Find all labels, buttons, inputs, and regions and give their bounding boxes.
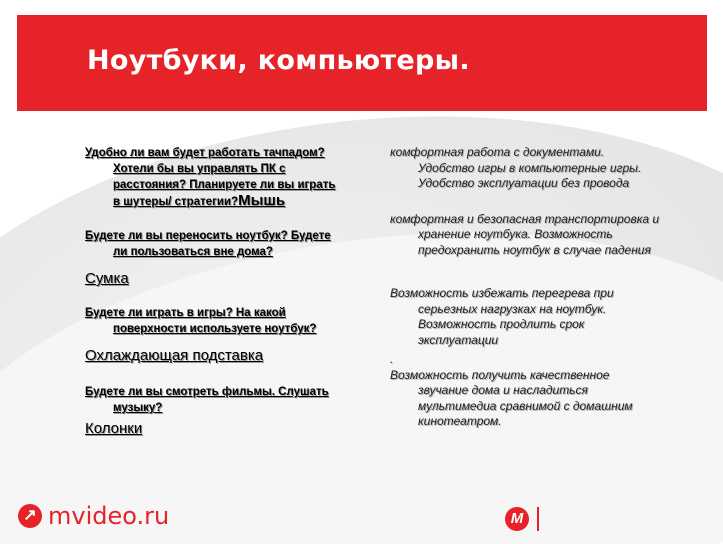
question-cooling: Будете ли играть в игры? На какой поверхности используете ноутбук?: [85, 307, 317, 335]
arrow-up-right-icon: ↗: [18, 504, 42, 528]
benefit-mouse: комфортная работа с документами. Удобство игры в компьютерные игры. Удобство эксплуатации без провода: [390, 145, 642, 190]
m-logo: [505, 507, 545, 531]
benefit-speakers: Возможность получить качественное звучание дома и насладиться мультимедиа сравнимой с домашним кинотеатром.: [390, 367, 633, 428]
logo-divider: [537, 507, 539, 531]
questions-column: [85, 145, 345, 437]
page-title: Ноутбуки, компьютеры.: [87, 45, 470, 76]
answer-bag: Сумка: [85, 270, 129, 287]
benefit-bag: комфортная и безопасная транспортировка и хранение ноутбука. Возможность предохранить ноутбук в случае падения: [390, 211, 660, 257]
title-banner: [17, 15, 707, 111]
question-bag: Будете ли вы переносить ноутбук? Будете ли пользоваться вне дома?: [85, 230, 331, 258]
answer-mouse: Мышь: [238, 192, 286, 209]
benefit-cooling: Возможность избежать перегрева при серьезных нагрузках на ноутбук. Возможность продлить срок эксплуатации: [390, 286, 614, 347]
m-letter-icon: М: [505, 507, 529, 531]
mvideo-logo: [18, 500, 178, 532]
separator-dot: .: [390, 352, 394, 366]
question-mouse: [85, 145, 345, 210]
logo-text: mvideo.ru: [48, 502, 170, 530]
benefits-column: [390, 145, 660, 430]
question-text: Удобно ли вам будет работать тачпадом? Хотели бы вы управлять ПК с расстояния? Планируете ли вы играть в шутеры/ стратегии?: [85, 147, 336, 208]
answer-cooling-stand: Охлаждающая подставка: [85, 347, 264, 364]
question-speakers: Будете ли вы смотреть фильмы. Слушать музыку?: [85, 386, 329, 414]
answer-speakers: Колонки: [85, 420, 143, 437]
